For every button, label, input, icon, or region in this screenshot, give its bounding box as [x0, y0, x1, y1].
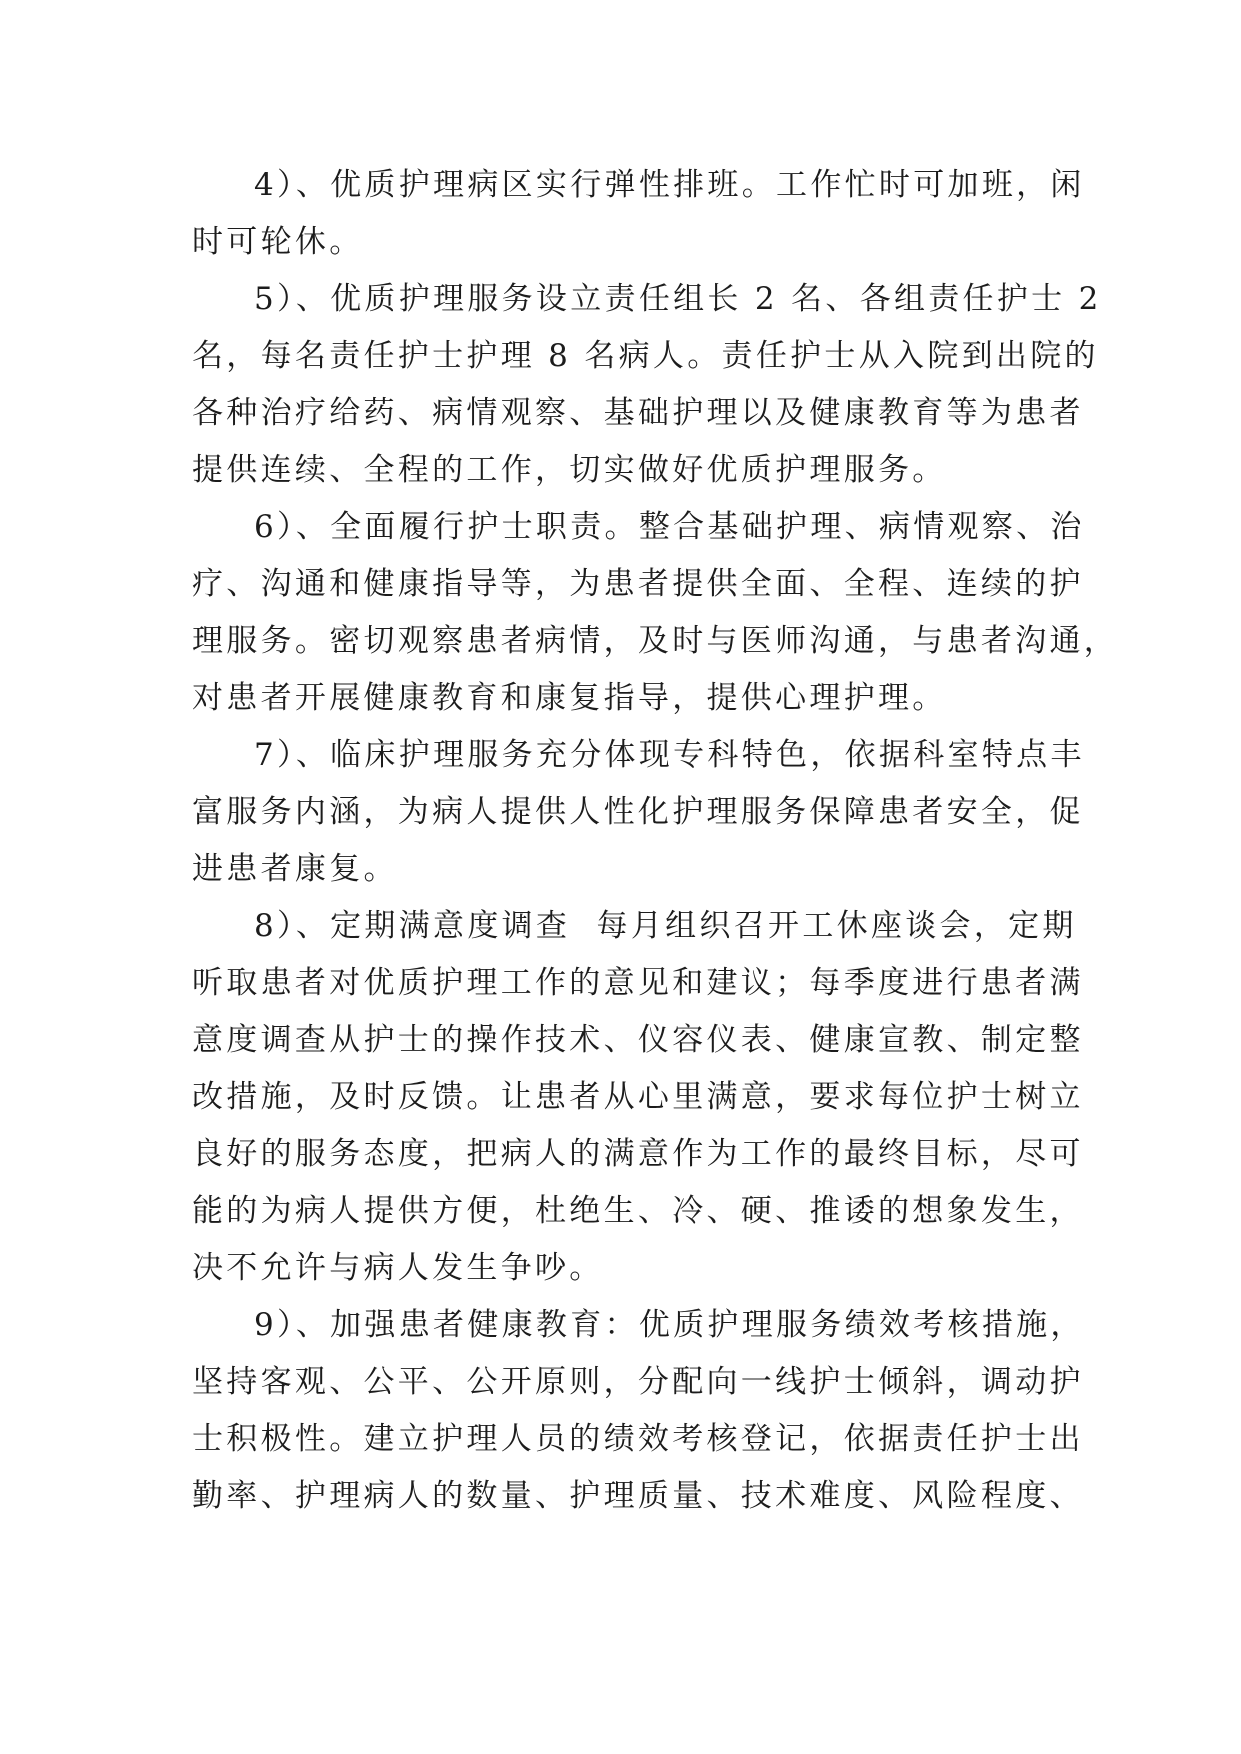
text-line: 改措施，及时反馈。让患者从心里满意，要求每位护士树立 — [192, 1079, 1084, 1115]
text-line: 富服务内涵，为病人提供人性化护理服务保障患者安全，促 — [192, 794, 1084, 830]
text-line: 6）、全面履行护士职责。整合基础护理、病情观察、治 — [254, 509, 1085, 545]
text-line: 对患者开展健康教育和康复指导，提供心理护理。 — [192, 680, 947, 716]
text-line: 能的为病人提供方便，杜绝生、冷、硬、推诿的想象发生， — [192, 1193, 1084, 1229]
text-line: 意度调查从护士的操作技术、仪容仪表、健康宣教、制定整 — [192, 1022, 1084, 1058]
paragraph-7 — [192, 727, 1085, 898]
paragraph-6 — [192, 499, 1119, 727]
text-line: 决不允许与病人发生争吵。 — [192, 1250, 604, 1286]
text-line: 提供连续、全程的工作，切实做好优质护理服务。 — [192, 452, 947, 488]
paragraph-5 — [192, 271, 1102, 499]
text-line: 进患者康复。 — [192, 851, 398, 887]
text-line: 听取患者对优质护理工作的意见和建议；每季度进行患者满 — [192, 965, 1084, 1001]
text-line: 士积极性。建立护理人员的绩效考核登记，依据责任护士出 — [192, 1421, 1084, 1457]
text-line: 4）、优质护理病区实行弹性排班。工作忙时可加班，闲 — [254, 167, 1085, 203]
paragraph-8 — [192, 898, 1084, 1297]
paragraph-9 — [192, 1297, 1085, 1525]
document-body — [192, 157, 1119, 1525]
text-line: 各种治疗给药、病情观察、基础护理以及健康教育等为患者 — [192, 395, 1084, 431]
text-line: 疗、沟通和健康指导等，为患者提供全面、全程、连续的护 — [192, 566, 1084, 602]
paragraph-4 — [192, 157, 1085, 271]
text-line: 7）、临床护理服务充分体现专科特色，依据科室特点丰 — [254, 737, 1085, 773]
text-line: 良好的服务态度，把病人的满意作为工作的最终目标，尽可 — [192, 1136, 1084, 1172]
text-line: 名，每名责任护士护理 8 名病人。责任护士从入院到出院的 — [192, 338, 1099, 374]
text-line: 5）、优质护理服务设立责任组长 2 名、各组责任护士 2 — [254, 281, 1102, 317]
text-line: 9）、加强患者健康教育：优质护理服务绩效考核措施， — [254, 1307, 1085, 1343]
text-line: 坚持客观、公平、公开原则，分配向一线护士倾斜，调动护 — [192, 1364, 1084, 1400]
text-line: 8）、定期满意度调查 每月组织召开工休座谈会，定期 — [254, 908, 1077, 944]
text-line: 理服务。密切观察患者病情，及时与医师沟通，与患者沟通， — [192, 623, 1119, 659]
text-line: 时可轮休。 — [192, 224, 364, 260]
text-line: 勤率、护理病人的数量、护理质量、技术难度、风险程度、 — [192, 1478, 1084, 1514]
